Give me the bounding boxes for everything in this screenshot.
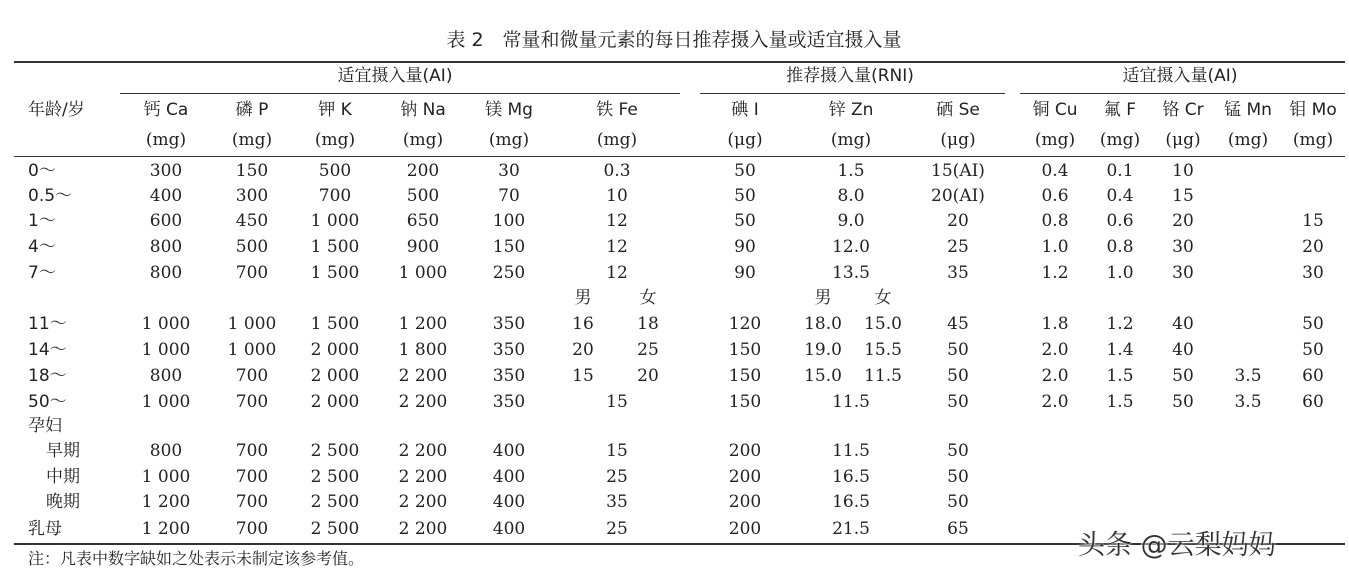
cell-na: 2 200 <box>398 392 448 412</box>
cell-zn-male: 18.0 <box>804 314 842 334</box>
cell-k: 2 500 <box>310 441 360 461</box>
cell-ca: 800 <box>149 366 183 386</box>
cell-p: 150 <box>235 161 269 181</box>
cell-ca: 1 000 <box>141 392 191 412</box>
cell-ca: 1 200 <box>141 519 191 539</box>
cell-mg: 350 <box>492 314 526 334</box>
cell-mo: 60 <box>1302 392 1324 412</box>
cell-cu: 0.4 <box>1041 161 1069 181</box>
column-unit-f: (mg) <box>1099 130 1141 150</box>
group-header-ai-2: 适宜摄入量(AI) <box>1122 66 1238 86</box>
cell-se: 65 <box>947 519 969 539</box>
cell-cu: 0.6 <box>1041 186 1069 206</box>
cell-se: 20(AI) <box>931 186 985 206</box>
sex-label-fe-female: 女 <box>639 288 657 308</box>
cell-k: 1 500 <box>310 263 360 283</box>
cell-k: 1 500 <box>310 314 360 334</box>
cell-k: 2 500 <box>310 467 360 487</box>
age-cell: 孕妇 <box>28 416 62 436</box>
cell-mo: 50 <box>1302 340 1324 360</box>
cell-k: 700 <box>318 186 352 206</box>
sex-label-fe-male: 男 <box>574 288 592 308</box>
cell-f: 1.5 <box>1106 366 1134 386</box>
column-header-fe: 铁 Fe <box>596 100 638 120</box>
cell-cu: 2.0 <box>1041 392 1069 412</box>
cell-f: 0.6 <box>1106 211 1134 231</box>
cell-na: 1 000 <box>398 263 448 283</box>
table-title: 表 2 常量和微量元素的每日推荐摄入量或适宜摄入量 <box>446 29 902 51</box>
cell-se: 50 <box>947 392 969 412</box>
cell-zn: 11.5 <box>832 441 870 461</box>
cell-fe-female: 18 <box>637 314 659 334</box>
cell-mg: 350 <box>492 340 526 360</box>
cell-na: 200 <box>406 161 440 181</box>
cell-mn: 3.5 <box>1234 392 1262 412</box>
cell-k: 2 000 <box>310 340 360 360</box>
cell-f: 0.4 <box>1106 186 1134 206</box>
column-unit-cu: (mg) <box>1034 130 1076 150</box>
group-rule-2 <box>700 93 1005 94</box>
cell-fe: 25 <box>606 467 628 487</box>
cell-p: 300 <box>235 186 269 206</box>
cell-se: 35 <box>947 263 969 283</box>
column-unit-k: (mg) <box>314 130 356 150</box>
cell-fe: 0.3 <box>603 161 631 181</box>
cell-i: 50 <box>734 211 756 231</box>
cell-zn-male: 19.0 <box>804 340 842 360</box>
cell-zn: 21.5 <box>832 519 870 539</box>
cell-zn-female: 15.5 <box>864 340 902 360</box>
cell-na: 2 200 <box>398 492 448 512</box>
cell-k: 2 000 <box>310 392 360 412</box>
cell-cr: 50 <box>1172 366 1194 386</box>
cell-i: 200 <box>728 467 762 487</box>
cell-ca: 1 200 <box>141 492 191 512</box>
cell-i: 90 <box>734 263 756 283</box>
cell-se: 25 <box>947 237 969 257</box>
cell-mg: 400 <box>492 519 526 539</box>
cell-ca: 1 000 <box>141 314 191 334</box>
cell-se: 15(AI) <box>931 161 985 181</box>
cell-zn: 16.5 <box>832 467 870 487</box>
cell-k: 1 000 <box>310 211 360 231</box>
column-header-mo: 钼 Mo <box>1289 100 1337 120</box>
age-cell: 早期 <box>46 441 80 461</box>
cell-zn: 13.5 <box>832 263 870 283</box>
age-cell: 0～ <box>28 161 56 181</box>
cell-p: 1 000 <box>227 314 277 334</box>
cell-i: 200 <box>728 441 762 461</box>
column-header-na: 钠 Na <box>400 100 446 120</box>
top-rule <box>14 61 1345 63</box>
cell-i: 50 <box>734 186 756 206</box>
age-cell: 18～ <box>28 366 67 386</box>
cell-se: 20 <box>947 211 969 231</box>
cell-zn: 9.0 <box>837 211 865 231</box>
cell-p: 1 000 <box>227 340 277 360</box>
cell-mg: 400 <box>492 441 526 461</box>
column-unit-na: (mg) <box>402 130 444 150</box>
column-unit-ca: (mg) <box>145 130 187 150</box>
cell-mg: 400 <box>492 492 526 512</box>
cell-mo: 60 <box>1302 366 1324 386</box>
cell-cr: 10 <box>1172 161 1194 181</box>
column-header-cu: 铜 Cu <box>1032 100 1078 120</box>
cell-ca: 300 <box>149 161 183 181</box>
cell-p: 700 <box>235 519 269 539</box>
cell-ca: 1 000 <box>141 467 191 487</box>
cell-cu: 1.0 <box>1041 237 1069 257</box>
cell-i: 150 <box>728 340 762 360</box>
sex-label-zn-female: 女 <box>874 288 892 308</box>
cell-zn-female: 15.0 <box>864 314 902 334</box>
cell-na: 2 200 <box>398 366 448 386</box>
cell-f: 1.4 <box>1106 340 1134 360</box>
cell-mg: 150 <box>492 237 526 257</box>
column-unit-mo: (mg) <box>1292 130 1334 150</box>
cell-p: 450 <box>235 211 269 231</box>
cell-cr: 50 <box>1172 392 1194 412</box>
cell-na: 650 <box>406 211 440 231</box>
cell-fe: 10 <box>606 186 628 206</box>
cell-ca: 800 <box>149 237 183 257</box>
age-cell: 7～ <box>28 263 56 283</box>
age-cell: 11～ <box>28 314 67 334</box>
cell-p: 500 <box>235 237 269 257</box>
cell-p: 700 <box>235 492 269 512</box>
cell-cr: 40 <box>1172 314 1194 334</box>
cell-mg: 400 <box>492 467 526 487</box>
column-header-p: 磷 P <box>235 100 269 120</box>
cell-cu: 0.8 <box>1041 211 1069 231</box>
cell-fe: 25 <box>606 519 628 539</box>
column-unit-i: (μg) <box>727 130 763 150</box>
column-header-mg: 镁 Mg <box>485 100 533 120</box>
cell-p: 700 <box>235 441 269 461</box>
cell-fe-female: 25 <box>637 340 659 360</box>
cell-mg: 350 <box>492 366 526 386</box>
cell-p: 700 <box>235 366 269 386</box>
cell-na: 1 200 <box>398 314 448 334</box>
column-unit-zn: (mg) <box>830 130 872 150</box>
cell-i: 200 <box>728 519 762 539</box>
cell-cu: 2.0 <box>1041 340 1069 360</box>
cell-f: 1.2 <box>1106 314 1134 334</box>
cell-fe: 15 <box>606 441 628 461</box>
cell-zn: 11.5 <box>832 392 870 412</box>
cell-cr: 30 <box>1172 237 1194 257</box>
column-header-cr: 铬 Cr <box>1162 100 1204 120</box>
cell-cr: 30 <box>1172 263 1194 283</box>
cell-p: 700 <box>235 392 269 412</box>
column-header-i: 碘 I <box>731 100 759 120</box>
cell-ca: 600 <box>149 211 183 231</box>
cell-mo: 30 <box>1302 263 1324 283</box>
age-cell: 4～ <box>28 237 56 257</box>
age-header: 年龄/岁 <box>28 100 85 120</box>
cell-i: 50 <box>734 161 756 181</box>
cell-se: 50 <box>947 441 969 461</box>
cell-i: 150 <box>728 366 762 386</box>
group-rule-1 <box>120 93 680 94</box>
age-cell: 晚期 <box>46 492 80 512</box>
cell-ca: 400 <box>149 186 183 206</box>
cell-fe-female: 20 <box>637 366 659 386</box>
cell-fe: 12 <box>606 211 628 231</box>
cell-fe-male: 20 <box>572 340 594 360</box>
age-cell: 1～ <box>28 211 56 231</box>
cell-se: 50 <box>947 340 969 360</box>
column-header-zn: 锌 Zn <box>828 100 874 120</box>
cell-se: 45 <box>947 314 969 334</box>
cell-k: 500 <box>318 161 352 181</box>
cell-ca: 800 <box>149 263 183 283</box>
cell-cu: 2.0 <box>1041 366 1069 386</box>
age-cell: 50～ <box>28 392 67 412</box>
column-header-k: 钾 K <box>318 100 352 120</box>
cell-mg: 100 <box>492 211 526 231</box>
cell-zn: 1.5 <box>837 161 865 181</box>
cell-i: 120 <box>728 314 762 334</box>
watermark: 头条 @云梨妈妈 <box>1078 530 1276 561</box>
cell-cr: 40 <box>1172 340 1194 360</box>
cell-cr: 15 <box>1172 186 1194 206</box>
cell-fe-male: 16 <box>572 314 594 334</box>
cell-mo: 20 <box>1302 237 1324 257</box>
cell-p: 700 <box>235 263 269 283</box>
cell-cu: 1.2 <box>1041 263 1069 283</box>
column-unit-fe: (mg) <box>596 130 638 150</box>
cell-na: 2 200 <box>398 467 448 487</box>
cell-se: 50 <box>947 467 969 487</box>
cell-se: 50 <box>947 492 969 512</box>
cell-se: 50 <box>947 366 969 386</box>
cell-fe: 15 <box>606 392 628 412</box>
age-cell: 乳母 <box>28 519 62 539</box>
cell-i: 200 <box>728 492 762 512</box>
cell-k: 1 500 <box>310 237 360 257</box>
table-note: 注：凡表中数字缺如之处表示未制定该参考值。 <box>28 549 365 568</box>
column-header-mn: 锰 Mn <box>1224 100 1272 120</box>
cell-mo: 15 <box>1302 211 1324 231</box>
cell-k: 2 000 <box>310 366 360 386</box>
cell-i: 90 <box>734 237 756 257</box>
cell-ca: 800 <box>149 441 183 461</box>
group-header-rni: 推荐摄入量(RNI) <box>786 66 914 86</box>
column-unit-cr: (μg) <box>1165 130 1201 150</box>
cell-na: 2 200 <box>398 519 448 539</box>
cell-na: 1 800 <box>398 340 448 360</box>
cell-mg: 30 <box>498 161 520 181</box>
cell-fe: 12 <box>606 237 628 257</box>
cell-p: 700 <box>235 467 269 487</box>
cell-fe: 12 <box>606 263 628 283</box>
cell-mn: 3.5 <box>1234 366 1262 386</box>
cell-f: 0.1 <box>1106 161 1134 181</box>
cell-mg: 350 <box>492 392 526 412</box>
cell-na: 500 <box>406 186 440 206</box>
column-unit-se: (μg) <box>940 130 976 150</box>
cell-ca: 1 000 <box>141 340 191 360</box>
sex-label-zn-male: 男 <box>814 288 832 308</box>
cell-k: 2 500 <box>310 519 360 539</box>
cell-fe: 35 <box>606 492 628 512</box>
age-cell: 14～ <box>28 340 67 360</box>
age-cell: 0.5～ <box>28 186 73 206</box>
cell-na: 900 <box>406 237 440 257</box>
cell-f: 0.8 <box>1106 237 1134 257</box>
cell-na: 2 200 <box>398 441 448 461</box>
cell-mg: 70 <box>498 186 520 206</box>
column-header-ca: 钙 Ca <box>143 100 189 120</box>
header-rule <box>14 156 1345 157</box>
cell-cu: 1.8 <box>1041 314 1069 334</box>
cell-k: 2 500 <box>310 492 360 512</box>
column-header-f: 氟 F <box>1103 100 1137 120</box>
age-cell: 中期 <box>46 467 80 487</box>
cell-cr: 20 <box>1172 211 1194 231</box>
cell-f: 1.5 <box>1106 392 1134 412</box>
column-unit-mn: (mg) <box>1227 130 1269 150</box>
cell-zn: 8.0 <box>837 186 865 206</box>
column-unit-mg: (mg) <box>488 130 530 150</box>
cell-mo: 50 <box>1302 314 1324 334</box>
group-rule-3 <box>1020 93 1345 94</box>
column-unit-p: (mg) <box>231 130 273 150</box>
cell-f: 1.0 <box>1106 263 1134 283</box>
cell-zn-male: 15.0 <box>804 366 842 386</box>
cell-mg: 250 <box>492 263 526 283</box>
column-header-se: 硒 Se <box>936 100 980 120</box>
cell-fe-male: 15 <box>572 366 594 386</box>
cell-zn: 16.5 <box>832 492 870 512</box>
cell-zn-female: 11.5 <box>864 366 902 386</box>
cell-zn: 12.0 <box>832 237 870 257</box>
group-header-ai-1: 适宜摄入量(AI) <box>337 66 453 86</box>
cell-i: 150 <box>728 392 762 412</box>
